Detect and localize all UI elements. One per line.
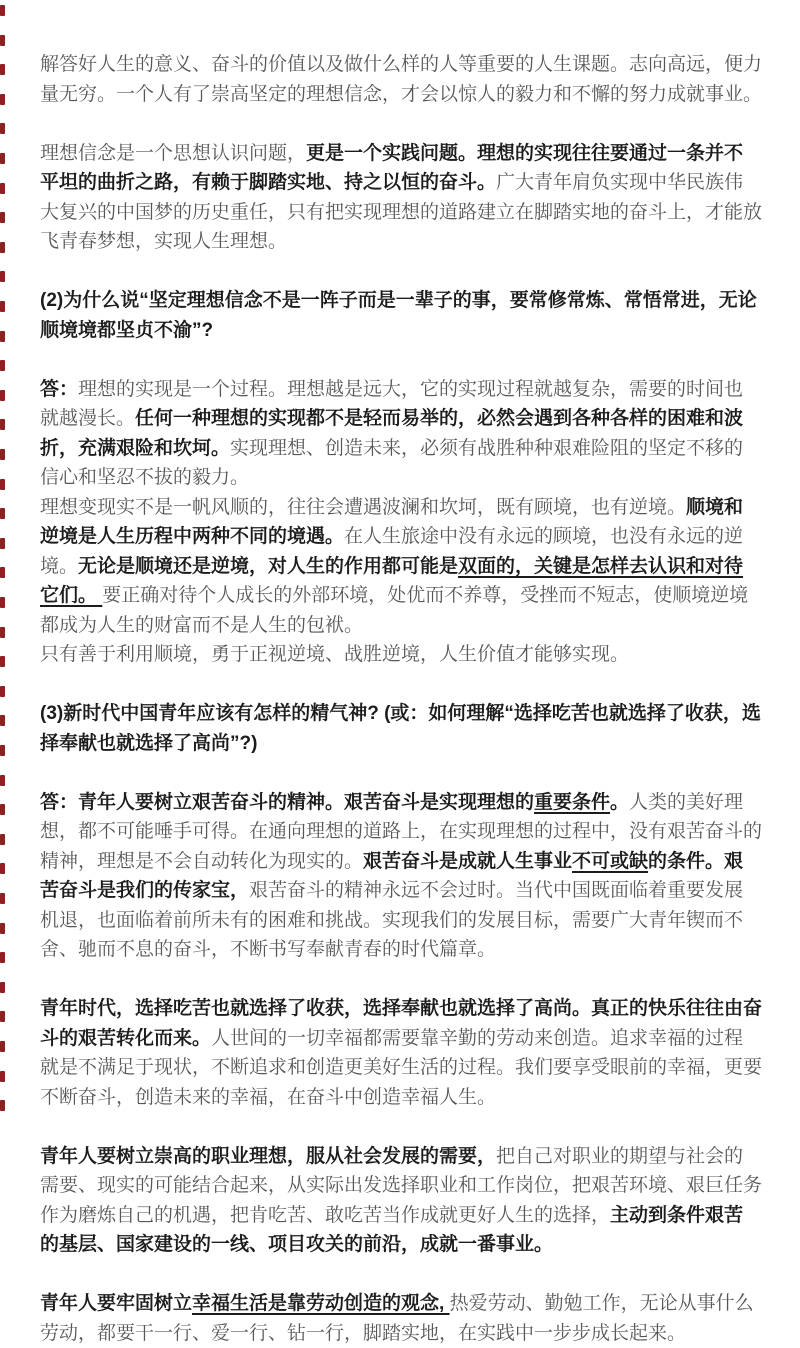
bold-text-run: 。 <box>610 791 630 813</box>
margin-mark <box>0 775 5 786</box>
bold-text-run: 艰苦奋斗是成就人生事业 <box>363 850 573 872</box>
text-run: 把自己对职业的期望与社会的需要、现实的可能结合起来，从实际出发选择职业和工作岗位，把艰苦环境、艰巨任务作为磨炼自己的机遇，把肯吃苦、敢吃苦当作成就更好人生的选择， <box>40 1145 763 1226</box>
bold-text-run: 主动到条件艰苦的基层、国家建设的一线、项目攻关的前沿，成就一番事业。 <box>40 1204 744 1255</box>
margin-mark <box>0 952 5 963</box>
document-content <box>40 50 762 1348</box>
text-run: 要正确对待个人成长的外部环境，处优而不养尊，受挫而不短志，使顺境逆境都成为人生的财富而不是人生的包袱。 <box>40 585 749 636</box>
bold-text-run: 答： <box>40 378 79 400</box>
text-run: 在人生旅途中没有永远的顾境，也没有永远的逆境。 <box>40 526 744 577</box>
text-run: 理想变现实不是一帆风顺的，往往会遭遇波澜和坎坷，既有顾境，也有逆境。 <box>40 496 687 518</box>
text-run: 实现理想、创造未来，必须有战胜种种艰难险阻的坚定不移的信心和坚忍不拔的毅力。 <box>40 437 744 488</box>
margin-mark <box>0 804 5 815</box>
margin-mark <box>0 331 5 342</box>
text-run: 只有善于利用顺境，勇于正视逆境、战胜逆境，人生价值才能够实现。 <box>40 644 630 665</box>
bold-text-run: 青年人要牢固树立 <box>40 1293 193 1314</box>
bold-text-run: (3)新时代中国青年应该有怎样的精气神? (或：如何理解“选择吃苦也就选择了收获，选择奉献也就选择了高尚”?) <box>40 703 761 754</box>
bold-text-run: 任何一种理想的实现都不是轻而易举的，必然会遇到各种各样的困难和波折，充满艰险和坎坷。 <box>40 408 744 459</box>
margin-mark <box>0 301 5 312</box>
text-run: 广大青年肩负实现中华民族伟大复兴的中国梦的历史重任，只有把实现理想的道路建立在脚踏实地的奋斗上，才能放飞青春梦想，实现人生理想。 <box>40 172 763 252</box>
margin-mark <box>0 35 5 46</box>
answer-2-paragraph-1 <box>40 375 762 493</box>
answer-3-paragraph-3 <box>40 1142 762 1260</box>
margin-mark <box>0 390 5 401</box>
margin-mark <box>0 538 5 549</box>
text-run: 热爱劳动、勤勉工作，无论从事什么劳动，都要干一行、爱一行、钻一行，脚踏实地，在实践中一步步成长起来。 <box>40 1293 754 1344</box>
margin-mark <box>0 1011 5 1022</box>
margin-mark <box>0 242 5 253</box>
margin-mark <box>0 597 5 608</box>
margin-mark <box>0 508 5 519</box>
underlined-text-run: 不可或缺 <box>572 850 649 872</box>
text-run: 人世间的一切幸福都需要靠辛勤的劳动来创造。追求幸福的过程就是不满足于现状，不断追求和创造更美好生活的过程。我们要享受眼前的幸福，更要不断奋斗，创造未来的幸福，在奋斗中创造幸福人生。 <box>40 1027 763 1108</box>
margin-mark <box>0 686 5 697</box>
text-run: 理想的实现是一个过程。理想越是远大，它的实现过程就越复杂，需要的时间也就越漫长。 <box>40 378 744 429</box>
margin-mark <box>0 745 5 756</box>
answer-2-paragraph-2 <box>40 493 762 641</box>
margin-mark <box>0 449 5 460</box>
margin-mark <box>0 94 5 105</box>
margin-mark <box>0 64 5 75</box>
margin-mark <box>0 834 5 845</box>
ideal-belief-paragraph <box>40 139 762 257</box>
bold-text-run: 的条件。艰苦奋斗是我们的传家宝， <box>40 850 744 901</box>
margin-mark <box>0 715 5 726</box>
answer-2-paragraph-3 <box>40 640 762 670</box>
margin-mark <box>0 419 5 430</box>
margin-mark <box>0 627 5 638</box>
margin-mark <box>0 656 5 667</box>
bold-text-run: 青年时代，选择吃苦也就选择了收获，选择奉献也就选择了高尚。真正的快乐往往由奋斗的艰苦转化而来。 <box>40 998 763 1049</box>
intro-paragraph <box>40 50 762 109</box>
text-run: 艰苦奋斗的精神永远不会过时。当代中国既面临着重要发展机退，也面临着前所未有的困难和挑战。实现我们的发展目标，需要广大青年锲而不舍、驰而不息的奋斗，不断书写奉献青春的时代篇章。 <box>40 880 744 960</box>
margin-mark <box>0 153 5 164</box>
answer-3-paragraph-1 <box>40 788 762 965</box>
margin-mark <box>0 360 5 371</box>
margin-mark <box>0 982 5 993</box>
underlined-text-run: 幸福生活是靠劳动创造的观念, <box>192 1293 450 1314</box>
bold-text-run: 无论是顺境还是逆境，对人生的作用都可能是 <box>78 555 459 577</box>
underlined-text-run: 双面的，关键是怎样去认识和对待它们。 <box>40 555 744 606</box>
margin-mark <box>0 1071 5 1082</box>
answer-3-paragraph-4 <box>40 1289 762 1348</box>
underlined-text-run: 重要条件 <box>534 791 611 813</box>
answer-3-paragraph-2 <box>40 994 762 1112</box>
margin-mark <box>0 863 5 874</box>
text-run: 理想信念是一个思想认识问题， <box>40 142 307 164</box>
question-3 <box>40 699 762 758</box>
margin-mark <box>0 893 5 904</box>
text-run: 人类的美好理想，都不可能唾手可得。在通向理想的道路上，在实现理想的过程中，没有艰苦奋斗的精神，理想是不会自动转化为现实的。 <box>40 791 763 872</box>
margin-mark <box>0 1100 5 1111</box>
text-run: 解答好人生的意义、奋斗的价值以及做什么样的人等重要的人生课题。志向高远，便力量无穷。一个人有了崇高坚定的理想信念，才会以惊人的毅力和不懈的努力成就事业。 <box>40 54 763 105</box>
margin-mark <box>0 5 5 16</box>
margin-mark <box>0 479 5 490</box>
margin-mark <box>0 271 5 282</box>
margin-mark <box>0 567 5 578</box>
question-2 <box>40 286 762 345</box>
bold-text-run: (2)为什么说“坚定理想信念不是一阵子而是一辈子的事，要常修常炼、常悟常进，无论顺境境都坚贞不渝”? <box>40 290 757 341</box>
bold-text-run: 答：青年人要树立艰苦奋斗的精神。艰苦奋斗是实现理想的 <box>40 791 535 813</box>
margin-mark <box>0 923 5 934</box>
margin-mark <box>0 123 5 134</box>
margin-mark <box>0 1041 5 1052</box>
bold-text-run: 顺境和逆境是人生历程中两种不同的境遇。 <box>40 496 744 547</box>
bold-text-run: 更是一个实践问题。理想的实现往往要通过一条并不平坦的曲折之路，有赖于脚踏实地、持之以恒的奋斗。 <box>40 142 744 193</box>
bold-text-run: 青年人要树立崇高的职业理想，服从社会发展的需要， <box>40 1145 497 1167</box>
margin-mark <box>0 183 5 194</box>
margin-mark <box>0 212 5 223</box>
